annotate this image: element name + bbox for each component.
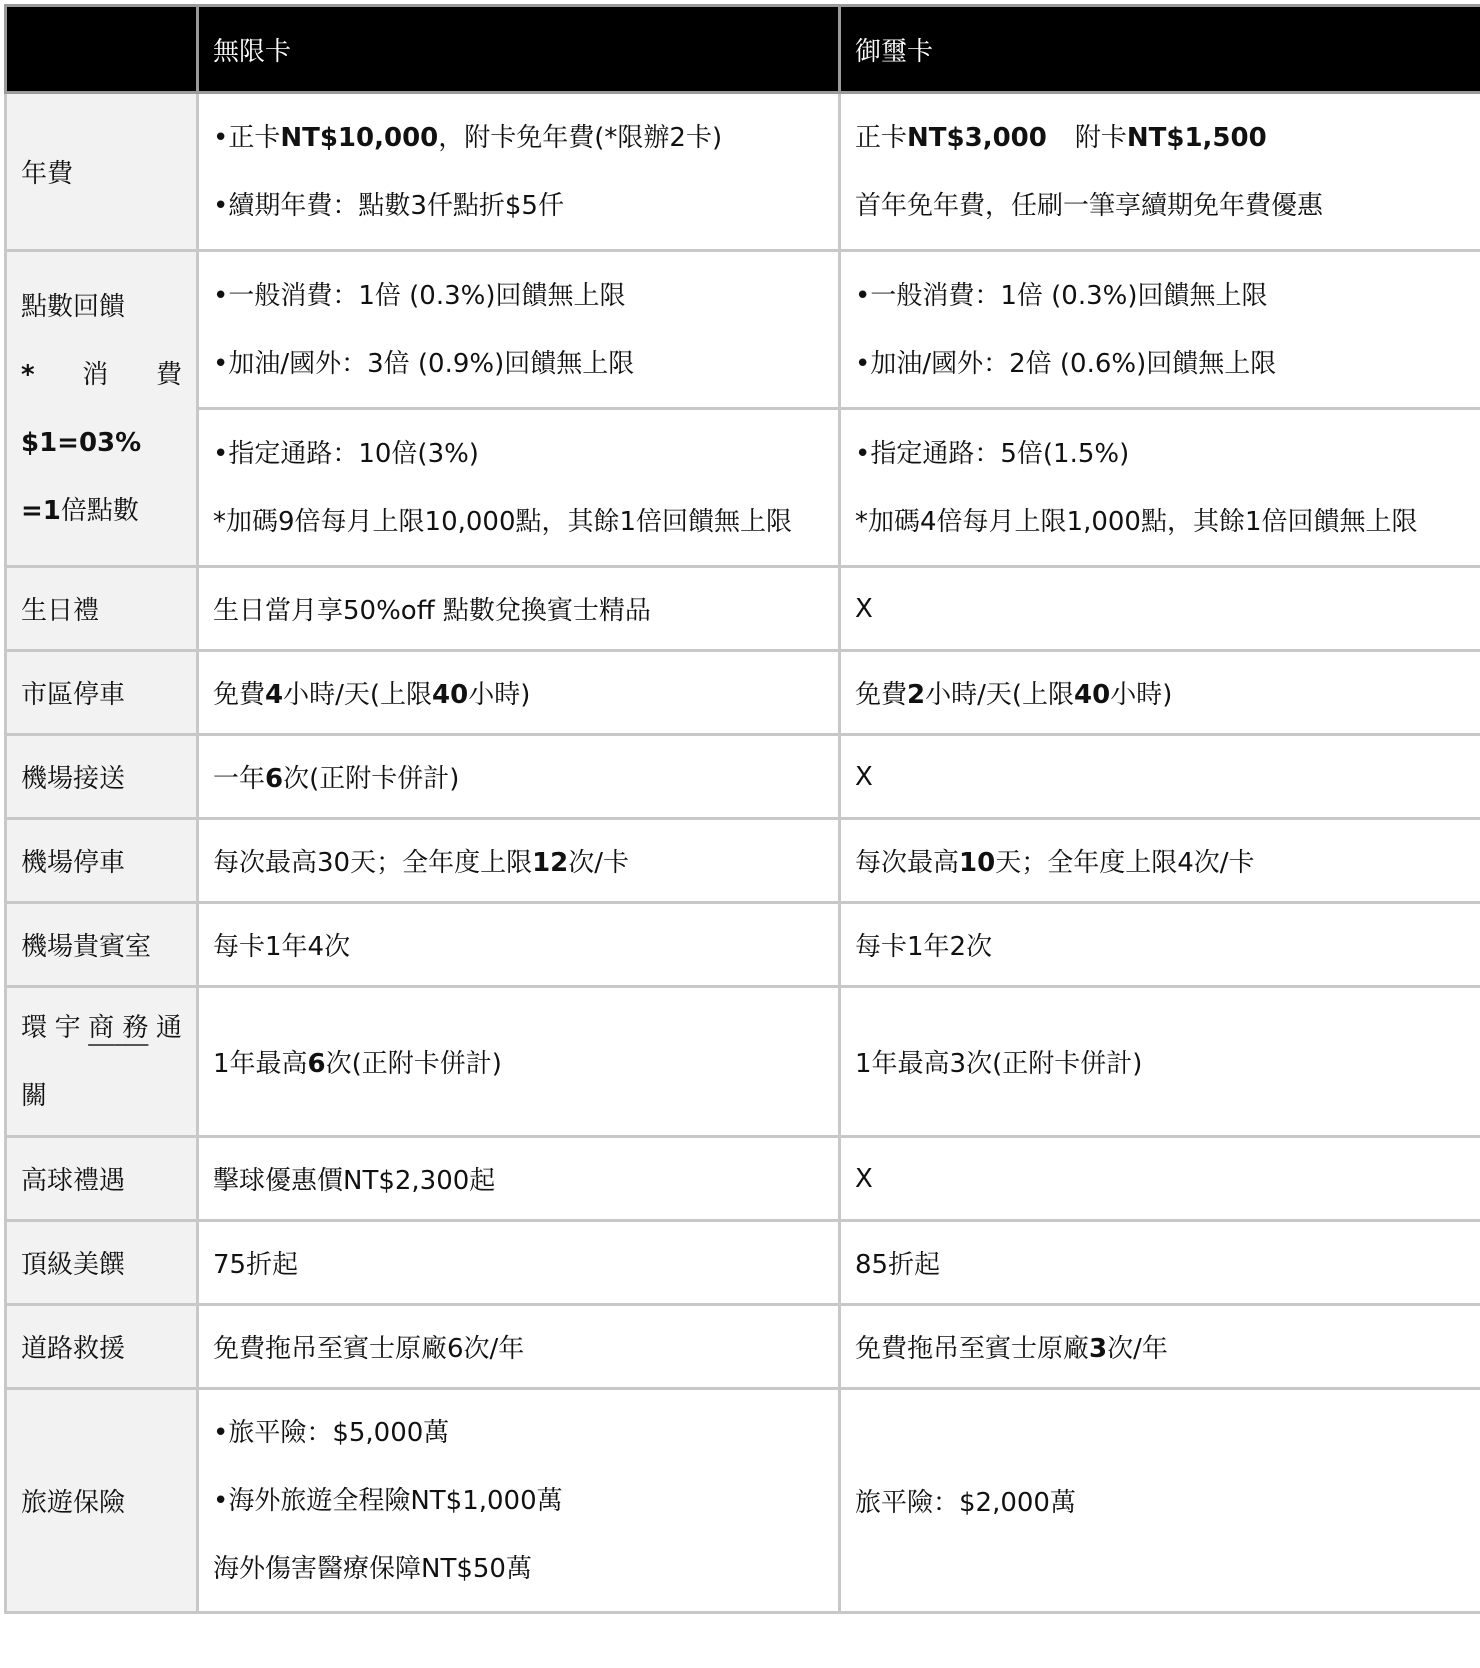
header-empty-cell — [6, 6, 198, 93]
table-row — [6, 1137, 1480, 1221]
table-row — [6, 567, 1480, 651]
row-label-city-parking: 市區停車 — [6, 651, 198, 735]
table-row — [6, 93, 1480, 251]
infinite-road-assist: 免費拖吊至賓士原廠6次/年 — [198, 1305, 840, 1389]
signature-travel-insurance: 旅平險：$2,000萬 — [840, 1389, 1480, 1613]
table-row — [6, 409, 1480, 567]
header-infinite-card: 無限卡 — [198, 6, 840, 93]
infinite-vip-lounge: 每卡1年4次 — [198, 903, 840, 987]
infinite-city-parking: 免費4小時/天(上限40小時) — [198, 651, 840, 735]
signature-golf: X — [840, 1137, 1480, 1221]
infinite-birthday: 生日當月享50%off 點數兌換賓士精品 — [198, 567, 840, 651]
infinite-airport-parking: 每次最高30天；全年度上限12次/卡 — [198, 819, 840, 903]
row-label-business-clearance: 環 宇 商 務 通 關 — [6, 987, 198, 1137]
infinite-airport-transfer: 一年6次(正附卡併計) — [198, 735, 840, 819]
header-signature-card: 御璽卡 — [840, 6, 1480, 93]
signature-points-channel: •指定通路：5倍(1.5%) *加碼4倍每月上限1,000點，其餘1倍回饋無上限 — [840, 409, 1480, 567]
signature-dining: 85折起 — [840, 1221, 1480, 1305]
infinite-travel-insurance: •旅平險：$5,000萬 •海外旅遊全程險NT$1,000萬 海外傷害醫療保障NT$50萬 — [198, 1389, 840, 1613]
row-label-travel-insurance: 旅遊保險 — [6, 1389, 198, 1613]
infinite-golf: 擊球優惠價NT$2,300起 — [198, 1137, 840, 1221]
row-label-airport-transfer: 機場接送 — [6, 735, 198, 819]
row-label-airport-parking: 機場停車 — [6, 819, 198, 903]
signature-business-clearance: 1年最高3次(正附卡併計) — [840, 987, 1480, 1137]
row-label-points: 點數回饋 * 消 費 $1=03% =1倍點數 — [6, 251, 198, 567]
infinite-business-clearance: 1年最高6次(正附卡併計) — [198, 987, 840, 1137]
signature-airport-parking: 每次最高10天；全年度上限4次/卡 — [840, 819, 1480, 903]
infinite-annual-fee: •正卡NT$10,000，附卡免年費(*限辦2卡) •續期年費：點數3仟點折$5仟 — [198, 93, 840, 251]
table-row — [6, 1389, 1480, 1613]
row-label-vip-lounge: 機場貴賓室 — [6, 903, 198, 987]
table-row — [6, 251, 1480, 409]
table-row — [6, 735, 1480, 819]
table-row — [6, 1221, 1480, 1305]
table-row — [6, 651, 1480, 735]
infinite-dining: 75折起 — [198, 1221, 840, 1305]
infinite-points-channel: •指定通路：10倍(3%) *加碼9倍每月上限10,000點，其餘1倍回饋無上限 — [198, 409, 840, 567]
signature-annual-fee: 正卡NT$3,000 附卡NT$1,500 首年免年費，任刷一筆享續期免年費優惠 — [840, 93, 1480, 251]
table-row — [6, 987, 1480, 1137]
table-row — [6, 819, 1480, 903]
signature-vip-lounge: 每卡1年2次 — [840, 903, 1480, 987]
row-label-golf: 高球禮遇 — [6, 1137, 198, 1221]
card-comparison-table — [4, 4, 1480, 1614]
signature-road-assist: 免費拖吊至賓士原廠3次/年 — [840, 1305, 1480, 1389]
table-row — [6, 1305, 1480, 1389]
table-row — [6, 903, 1480, 987]
table-header-row — [6, 6, 1480, 93]
row-label-annual-fee: 年費 — [6, 93, 198, 251]
signature-city-parking: 免費2小時/天(上限40小時) — [840, 651, 1480, 735]
signature-airport-transfer: X — [840, 735, 1480, 819]
row-label-road-assist: 道路救援 — [6, 1305, 198, 1389]
signature-points-general: •一般消費：1倍 (0.3%)回饋無上限 •加油/國外：2倍 (0.6%)回饋無上限 — [840, 251, 1480, 409]
row-label-birthday: 生日禮 — [6, 567, 198, 651]
row-label-dining: 頂級美饌 — [6, 1221, 198, 1305]
infinite-points-general: •一般消費：1倍 (0.3%)回饋無上限 •加油/國外：3倍 (0.9%)回饋無上限 — [198, 251, 840, 409]
signature-birthday: X — [840, 567, 1480, 651]
